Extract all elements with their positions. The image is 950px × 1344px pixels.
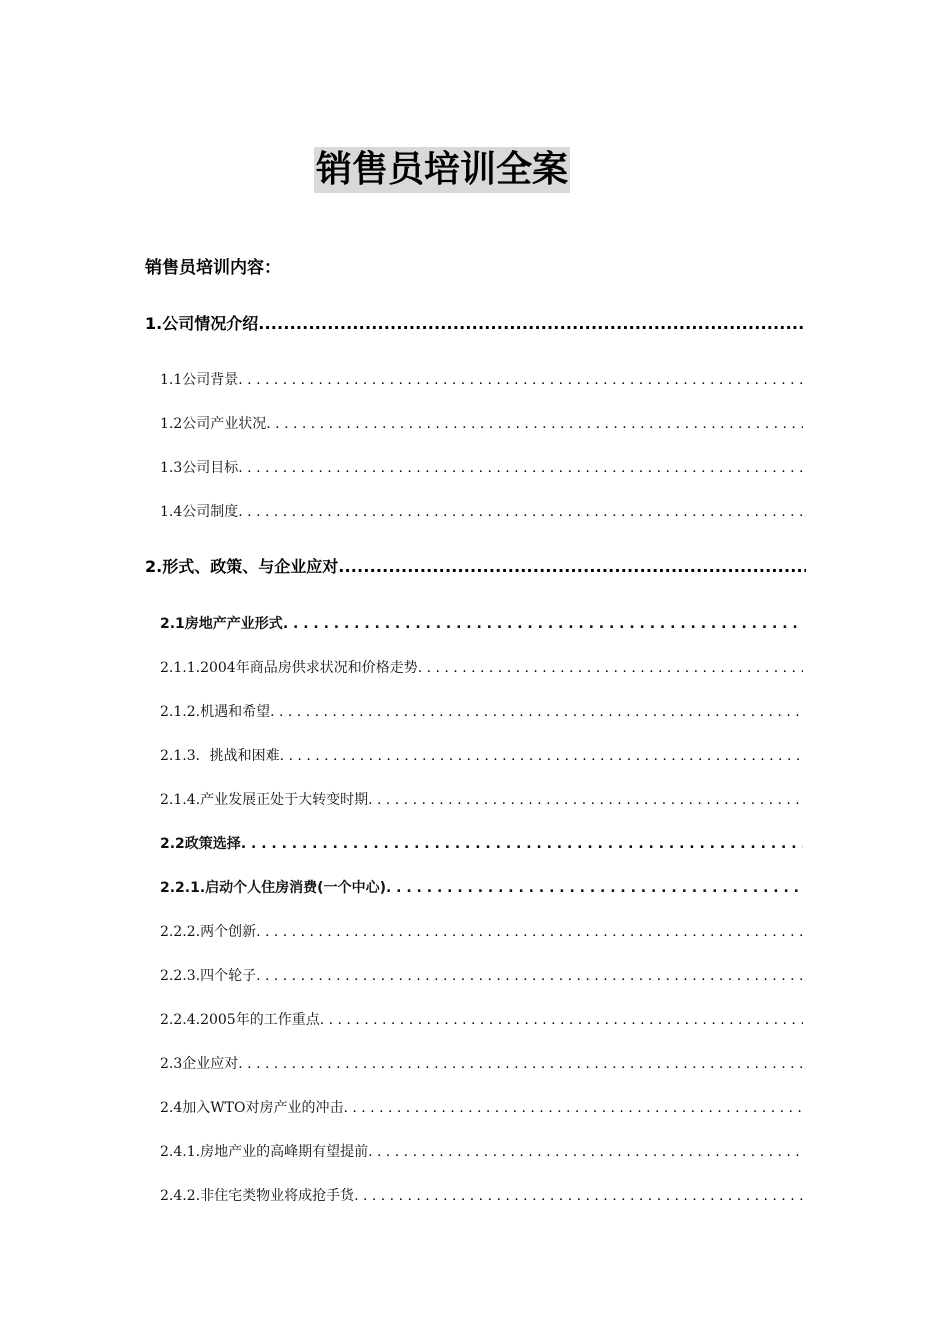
toc-dot-leader (280, 746, 803, 766)
toc-entry (160, 1142, 803, 1162)
toc-dot-leader (368, 1142, 803, 1162)
toc-entry (160, 1010, 803, 1030)
toc-entry (160, 1098, 803, 1118)
toc-dot-leader (418, 658, 803, 678)
toc-entry-text: 2.4加入WTO对房产业的冲击 (160, 1100, 344, 1116)
toc-entry (160, 878, 803, 898)
toc-dot-leader (320, 1010, 803, 1030)
toc-entry (160, 414, 803, 434)
toc-dot-leader (386, 878, 803, 898)
toc-entry-text: 2.1.2.机遇和希望 (160, 704, 271, 720)
toc-dot-leader (238, 1054, 803, 1074)
toc-entry-text: 2.2政策选择 (160, 836, 241, 852)
toc-dot-leader (238, 370, 803, 390)
toc-dot-leader (338, 556, 806, 578)
toc-entry-text: 2.1房地产产业形式 (160, 616, 283, 632)
toc-entry (145, 313, 806, 335)
toc-dot-leader (238, 458, 803, 478)
toc-entry (160, 1186, 803, 1206)
page-title-wrapper (0, 147, 884, 193)
toc-entry (160, 370, 803, 390)
toc-heading: 销售员培训内容： (145, 258, 281, 278)
toc-entry (160, 790, 803, 810)
toc-entry-text: 2.2.2.两个创新 (160, 924, 257, 940)
toc-entry-text: 2.2.3.四个轮子 (160, 968, 257, 984)
toc-entry-text: 2.1.3．挑战和困难 (160, 748, 280, 764)
toc-entry-text: 2.4.1.房地产业的高峰期有望提前 (160, 1144, 369, 1160)
toc-dot-leader (354, 1186, 803, 1206)
toc-entry (160, 702, 803, 722)
toc-dot-leader (241, 834, 803, 854)
toc-dot-leader (368, 790, 803, 810)
toc-dot-leader (256, 922, 803, 942)
toc-entry (160, 502, 803, 522)
toc-entry (160, 1054, 803, 1074)
toc-entry-text: 2.形式、政策、与企业应对 (145, 557, 339, 576)
toc-entry-text: 1.3公司目标 (160, 460, 239, 476)
toc-dot-leader (270, 702, 803, 722)
toc-dot-leader (283, 614, 803, 634)
toc-entry (160, 966, 803, 986)
page-title: 销售员培训全案 (314, 147, 570, 193)
toc-entry (145, 556, 806, 578)
toc-entry-text: 2.1.1.2004年商品房供求状况和价格走势 (160, 660, 418, 676)
toc-dot-leader (238, 502, 803, 522)
toc-entry-text: 1.公司情况介绍 (145, 314, 259, 333)
toc-dot-leader (258, 313, 806, 335)
toc-entry-text: 2.4.2.非住宅类物业将成抢手货 (160, 1188, 355, 1204)
toc-dot-leader (256, 966, 803, 986)
toc-entry (160, 922, 803, 942)
toc-entry-text: 2.2.1.启动个人住房消费(一个中心) (160, 880, 386, 896)
toc-entry-text: 2.2.4.2005年的工作重点 (160, 1012, 320, 1028)
toc-entry (160, 458, 803, 478)
toc-entry-text: 1.1公司背景 (160, 372, 239, 388)
toc-entry (160, 834, 803, 854)
toc-entry (160, 746, 803, 766)
toc-entry (160, 614, 803, 634)
toc-entry-text: 1.4公司制度 (160, 504, 239, 520)
toc-dot-leader (266, 414, 803, 434)
toc-entry-text: 2.3企业应对 (160, 1056, 239, 1072)
toc-entry-text: 1.2公司产业状况 (160, 416, 267, 432)
toc-entry-text: 2.1.4.产业发展正处于大转变时期 (160, 792, 369, 808)
toc-dot-leader (343, 1098, 803, 1118)
toc-entry (160, 658, 803, 678)
